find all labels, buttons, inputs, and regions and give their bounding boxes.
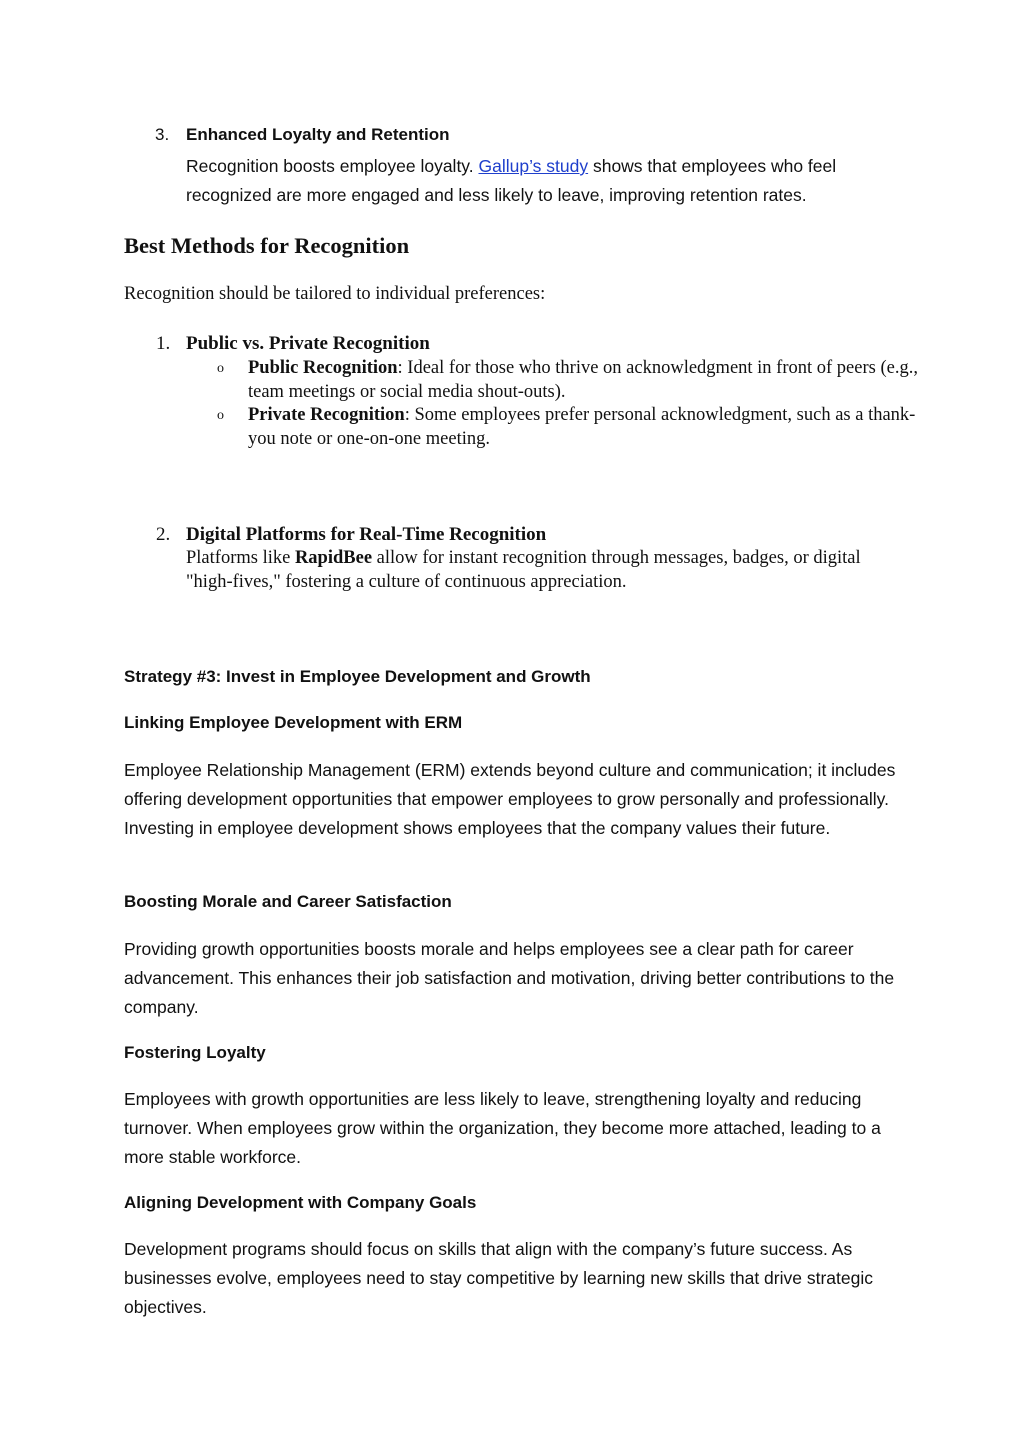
item3-body	[186, 152, 916, 210]
section-heading-loyalty: Fostering Loyalty	[124, 1043, 266, 1062]
list-item-2-title: Digital Platforms for Real-Time Recognition	[186, 524, 547, 545]
best-methods-heading: Best Methods for Recognition	[124, 233, 410, 258]
section-heading-goals: Aligning Development with Company Goals	[124, 1193, 477, 1212]
subitem-private-text: : Some employees prefer personal acknowledgment, such as a thank-you note or one-on-one meeting.	[248, 405, 916, 449]
list-number-3: 3.	[155, 125, 170, 144]
list-number-2: 2.	[156, 524, 171, 545]
list-item-2-text-after: allow for instant recognition through messages, badges, or digital "high-fives," fostering a culture of continuous appreciation.	[186, 548, 861, 592]
section-body-erm: Employee Relationship Management (ERM) extends beyond culture and communication; it includes offering development opportunities that empower employees to grow personally and professionally. Investing in employee development shows employees that the company values their future.	[124, 760, 896, 838]
subitem-private-recognition	[248, 404, 918, 451]
section-heading-morale: Boosting Morale and Career Satisfaction	[124, 892, 452, 911]
section-body-goals: Development programs should focus on skills that align with the company’s future success. As businesses evolve, employees need to stay competitive by learning new skills that drive strategic objectives.	[124, 1239, 873, 1317]
strategy3-heading: Strategy #3: Invest in Employee Development and Growth	[124, 667, 591, 686]
item3-title: Enhanced Loyalty and Retention	[186, 125, 450, 144]
gallup-study-link[interactable]: Gallup’s study	[478, 156, 589, 176]
list-number-1: 1.	[156, 333, 171, 354]
section-body-loyalty: Employees with growth opportunities are less likely to leave, strengthening loyalty and reducing turnover. When employees grow within the organization, they become more attached, leading to a more stable workforce.	[124, 1089, 881, 1167]
item3-text-before-link: Recognition boosts employee loyalty.	[186, 156, 479, 176]
section-heading-erm: Linking Employee Development with ERM	[124, 713, 463, 732]
rapidbee-bold: RapidBee	[294, 548, 373, 568]
item3-text-after-link: shows that employees who feel recognized are more engaged and less likely to leave, improving retention rates.	[186, 156, 837, 205]
best-methods-intro: Recognition should be tailored to individual preferences:	[124, 284, 546, 304]
bullet-public: o	[217, 361, 224, 376]
subitem-public-bold: Public Recognition	[248, 358, 398, 378]
list-item-1-title: Public vs. Private Recognition	[186, 333, 430, 354]
section-body-morale: Providing growth opportunities boosts morale and helps employees see a clear path for career advancement. This enhances their job satisfaction and motivation, driving better contributions to the company.	[124, 939, 895, 1017]
list-item-2-text-before: Platforms like	[186, 548, 295, 568]
bullet-private: o	[217, 408, 224, 423]
subitem-public-recognition	[248, 357, 918, 404]
subitem-public-text: : Ideal for those who thrive on acknowledgment in front of peers (e.g., team meetings or social media shout-outs).	[248, 358, 918, 402]
subitem-private-bold: Private Recognition	[248, 405, 405, 425]
list-item-2-body	[186, 547, 906, 594]
